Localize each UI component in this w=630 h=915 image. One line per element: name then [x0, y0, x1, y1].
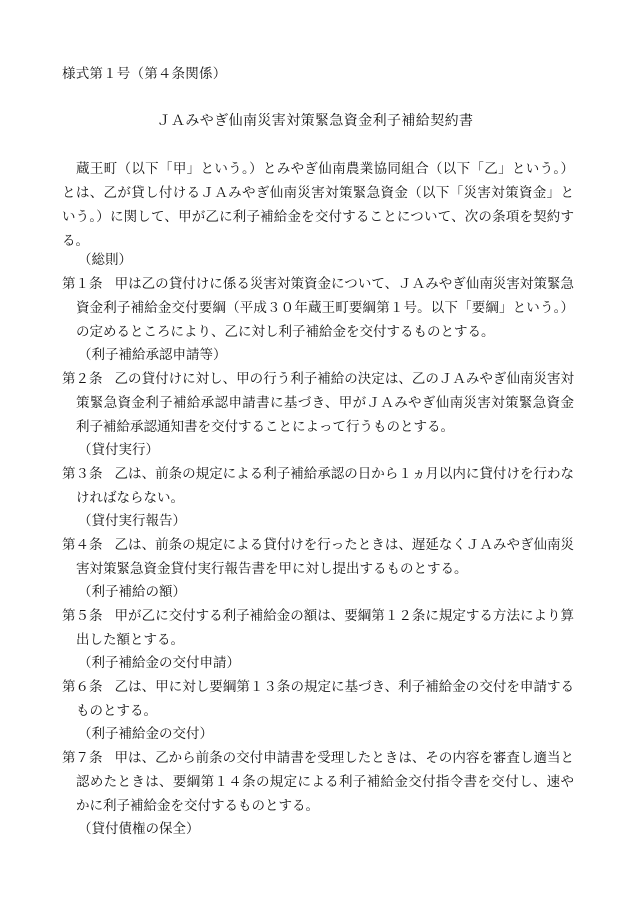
article-1: [62, 272, 574, 344]
article-text-1: 甲は乙の貸付けに係る災害対策資金について、ＪＡみやぎ仙南災害対策緊急資金利子補給金交付要綱（平成３０年蔵王町要綱第１号。以下「要綱」という。）の定めるところにより、乙に対し利子補給金を交付するものとする。: [76, 276, 574, 340]
article-number-1: 第１条: [62, 276, 103, 292]
article-2: [62, 367, 574, 439]
article-heading-6: （利子補給金の交付申請）: [78, 655, 240, 671]
article-text-4: 乙は、前条の規定による貸付けを行ったときは、遅延なくＪＡみやぎ仙南災害対策緊急資金貸付実行報告書を甲に対し提出するものとする。: [76, 537, 575, 577]
form-number-label: 様式第１号（第４条関係）: [62, 66, 227, 82]
article-5: [62, 604, 574, 652]
article-3: [62, 462, 574, 510]
preamble-paragraph: 蔵王町（以下「甲」という。）とみやぎ仙南農業協同組合（以下「乙」という。）とは、乙が貸し付けるＪＡみやぎ仙南災害対策緊急資金（以下「災害対策資金」という。）に関して、甲が乙に利子補給金を交付することについて、次の条項を契約する。: [62, 161, 574, 249]
article-number-7: 第７条: [62, 750, 103, 766]
article-heading-1: （総則）: [78, 252, 132, 268]
article-number-5: 第５条: [62, 608, 103, 624]
article-heading-8: （貸付債権の保全）: [78, 821, 200, 837]
article-heading-3: （貸付実行）: [78, 442, 159, 458]
article-heading-5: （利子補給の額）: [78, 584, 186, 600]
article-text-3: 乙は、前条の規定による利子補給承認の日から１ヵ月以内に貸付けを行わなければならない。: [76, 466, 575, 506]
article-number-3: 第３条: [62, 466, 103, 482]
articles-section: [62, 249, 574, 841]
article-heading-7: （利子補給金の交付）: [78, 726, 213, 742]
article-7: [62, 746, 574, 818]
article-text-5: 甲が乙に交付する利子補給金の額は、要綱第１２条に規定する方法により算出した額とする。: [76, 608, 575, 648]
article-text-6: 乙は、甲に対し要綱第１３条の規定に基づき、利子補給金の交付を申請するものとする。: [76, 679, 574, 719]
article-heading-4: （貸付実行報告）: [78, 513, 186, 529]
document-title: ＪＡみやぎ仙南災害対策緊急資金利子補給契約書: [156, 113, 474, 129]
article-heading-2: （利子補給承認申請等）: [78, 347, 227, 363]
article-number-6: 第６条: [62, 679, 103, 695]
article-text-2: 乙の貸付けに対し、甲の行う利子補給の決定は、乙のＪＡみやぎ仙南災害対策緊急資金利子補給承認申請書に基づき、甲がＪＡみやぎ仙南災害対策緊急資金利子補給承認通知書を交付することによって行うものとする。: [76, 371, 575, 435]
article-4: [62, 533, 574, 581]
article-number-2: 第２条: [62, 371, 103, 387]
article-text-7: 甲は、乙から前条の交付申請書を受理したときは、その内容を審査し適当と認めたときは、要綱第１４条の規定による利子補給金交付指令書を交付し、速やかに利子補給金を交付するものとする。: [76, 750, 575, 814]
article-6: [62, 675, 574, 723]
article-number-4: 第４条: [62, 537, 103, 553]
